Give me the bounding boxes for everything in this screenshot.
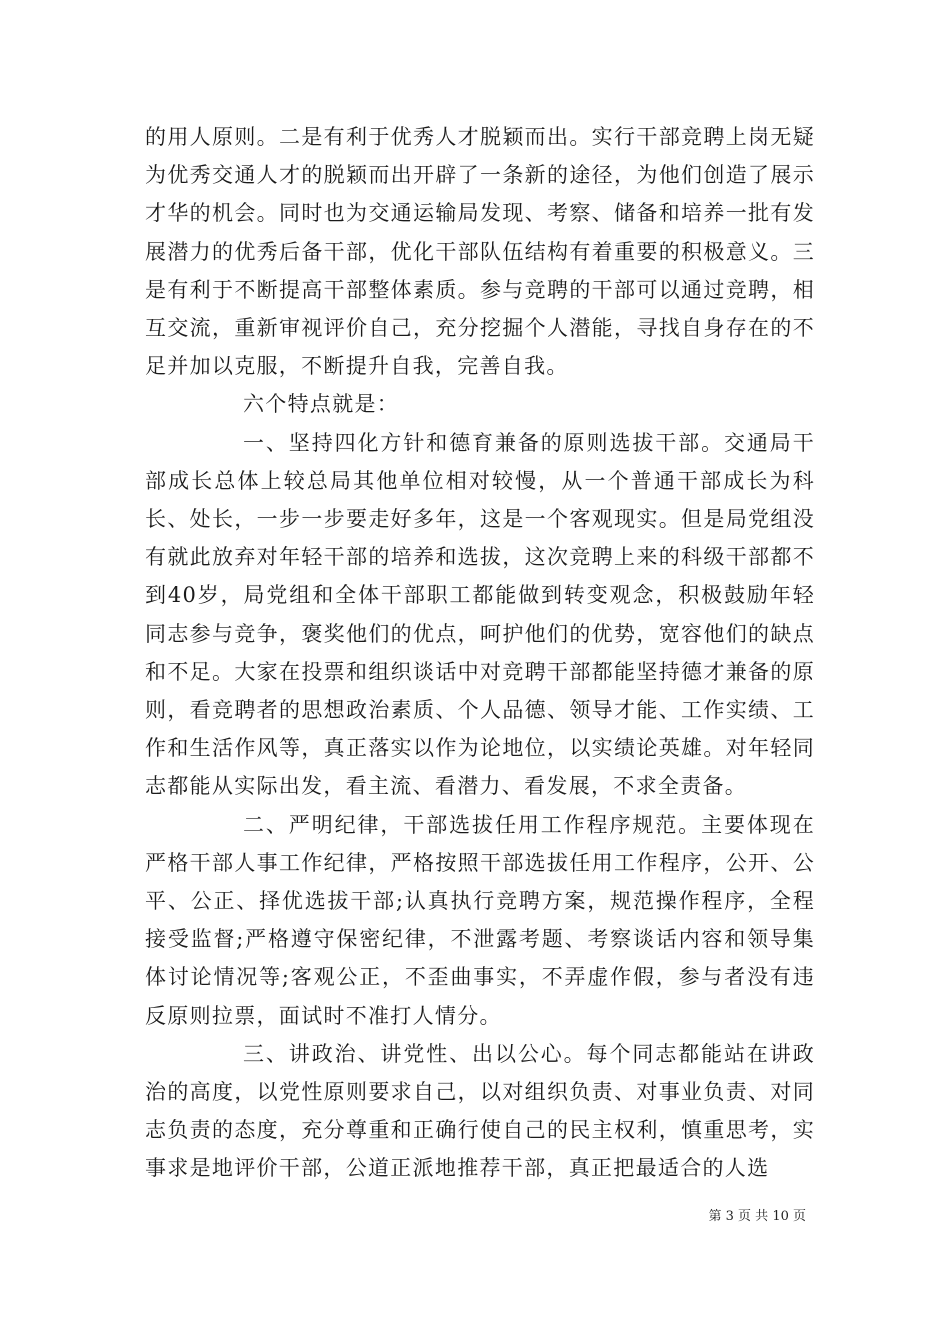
- paragraph-feature-three: 三、讲政治、讲党性、出以公心。每个同志都能站在讲政治的高度，以党性原则要求自己，以对组织负责、对事业负责、对同志负责的态度，充分尊重和正确行使自己的民主权利，慎重思考，实事求是地评价干部，公道正派地推荐干部，真正把最适合的人选: [145, 1041, 815, 1181]
- paragraph-feature-one: 一、坚持四化方针和德育兼备的原则选拔干部。交通局干部成长总体上较总局其他单位相对较慢，从一个普通干部成长为科长、处长，一步一步要走好多年，这是一个客观现实。但是局党组没有就此放弃对年轻干部的培养和选拔，这次竞聘上来的科级干部都不到40岁，局党组和全体干部职工都能做到转变观念，积极鼓励年轻同志参与竞争，褒奖他们的优点，呵护他们的优势，宽容他们的缺点和不足。大家在投票和组织谈话中对竞聘干部都能坚持德才兼备的原则，看竞聘者的思想政治素质、个人品德、领导才能、工作实绩、工作和生活作风等，真正落实以作为论地位，以实绩论英雄。对年轻同志都能从实际出发，看主流、看潜力、看发展，不求全责备。: [145, 430, 815, 799]
- paragraph-continuation: 的用人原则。二是有利于优秀人才脱颖而出。实行干部竞聘上岗无疑为优秀交通人才的脱颖而出开辟了一条新的途径，为他们创造了展示才华的机会。同时也为交通运输局发现、考察、储备和培养一批有发展潜力的优秀后备干部，优化干部队伍结构有着重要的积极意义。三是有利于不断提高干部整体素质。参与竞聘的干部可以通过竞聘，相互交流，重新审视评价自己，充分挖掘个人潜能，寻找自身存在的不足并加以克服，不断提升自我，完善自我。: [145, 125, 815, 379]
- document-body: [145, 118, 815, 1188]
- paragraph-feature-two: 二、严明纪律，干部选拔任用工作程序规范。主要体现在严格干部人事工作纪律，严格按照干部选拔任用工作程序，公开、公平、公正、择优选拔干部;认真执行竞聘方案，规范操作程序，全程接受监督;严格遵守保密纪律，不泄露考题、考察谈话内容和领导集体讨论情况等;客观公正，不歪曲事实，不弄虚作假，参与者没有违反原则拉票，面试时不准打人情分。: [145, 812, 815, 1028]
- paragraph-six-features-intro: 六个特点就是：: [243, 392, 400, 417]
- page-number-footer: 第 3 页 共 10 页: [708, 1209, 806, 1224]
